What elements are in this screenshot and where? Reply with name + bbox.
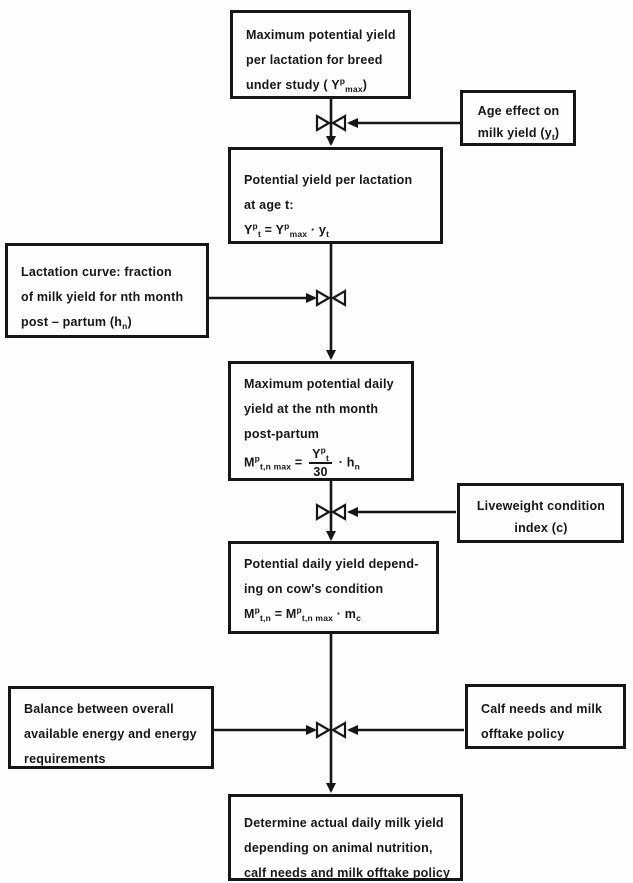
text-line: Liveweight condition [476, 499, 606, 513]
text-line: Maximum potential daily [244, 377, 394, 391]
node-calf-needs [465, 684, 626, 749]
arrow-down-icon [326, 350, 336, 360]
node-lactation-curve [5, 243, 209, 338]
text-line: calf needs and milk offtake policy [244, 866, 451, 880]
text-line: Potential daily yield depend- [244, 557, 419, 571]
node-max-daily-yield [228, 361, 414, 481]
text-line: Potential yield per lactation [244, 173, 413, 187]
text-line: offtake policy [481, 727, 565, 741]
formula-line: $Y^p_t = Y^p_{max} \cdot y_t$ [244, 221, 330, 239]
node-determine-actual-yield [228, 794, 463, 881]
node-potential-yield-lactation [228, 147, 443, 244]
node-max-potential-yield [230, 10, 411, 99]
text-line: Determine actual daily milk yield [244, 816, 444, 830]
node-potential-daily-yield [228, 541, 439, 634]
node-liveweight-condition [457, 483, 624, 543]
arrow-right-icon [306, 293, 317, 303]
text-line: post-partum [244, 427, 320, 441]
text-line: Maximum potential yield [246, 28, 396, 42]
text-line: Calf needs and milk [481, 702, 603, 716]
text-line: at age t: [244, 198, 294, 212]
arrow-down-icon [326, 783, 336, 793]
formula-line: $M^p_{t,n} = M^p_{t,n max} \cdot m_c$ [244, 605, 362, 623]
text-line: ing on cow's condition [244, 582, 384, 596]
arrow-left-icon [347, 507, 358, 517]
text-line: post – partum $(h_n)$ [21, 315, 132, 331]
text-line: requirements [24, 752, 106, 766]
text-line: Age effect on [477, 104, 560, 118]
node-energy-balance [8, 686, 214, 769]
arrow-down-icon [326, 531, 336, 541]
text-line: under study ( $Y^p_{max}$) [246, 76, 368, 94]
arrow-right-icon [306, 725, 317, 735]
text-line: depending on animal nutrition, [244, 841, 433, 855]
text-line: milk yield $(y_t)$ [477, 126, 560, 142]
text-line: index (c) [514, 521, 568, 535]
formula-line: $M^p_{t,n max}$ = $\frac{Y^p_t}{30}$ · $h_n$ [244, 445, 360, 479]
text-line: available energy and energy [24, 727, 197, 741]
text-line: yield at the nth month [244, 402, 379, 416]
text-line: per lactation for breed [246, 53, 383, 67]
node-age-effect [460, 90, 576, 146]
text-line: of milk yield for nth month [21, 290, 184, 304]
arrow-down-icon [326, 136, 336, 146]
arrow-left-icon [347, 725, 358, 735]
arrow-left-icon [347, 118, 358, 128]
text-line: Balance between overall [24, 702, 174, 716]
text-line: Lactation curve: fraction [21, 265, 172, 279]
